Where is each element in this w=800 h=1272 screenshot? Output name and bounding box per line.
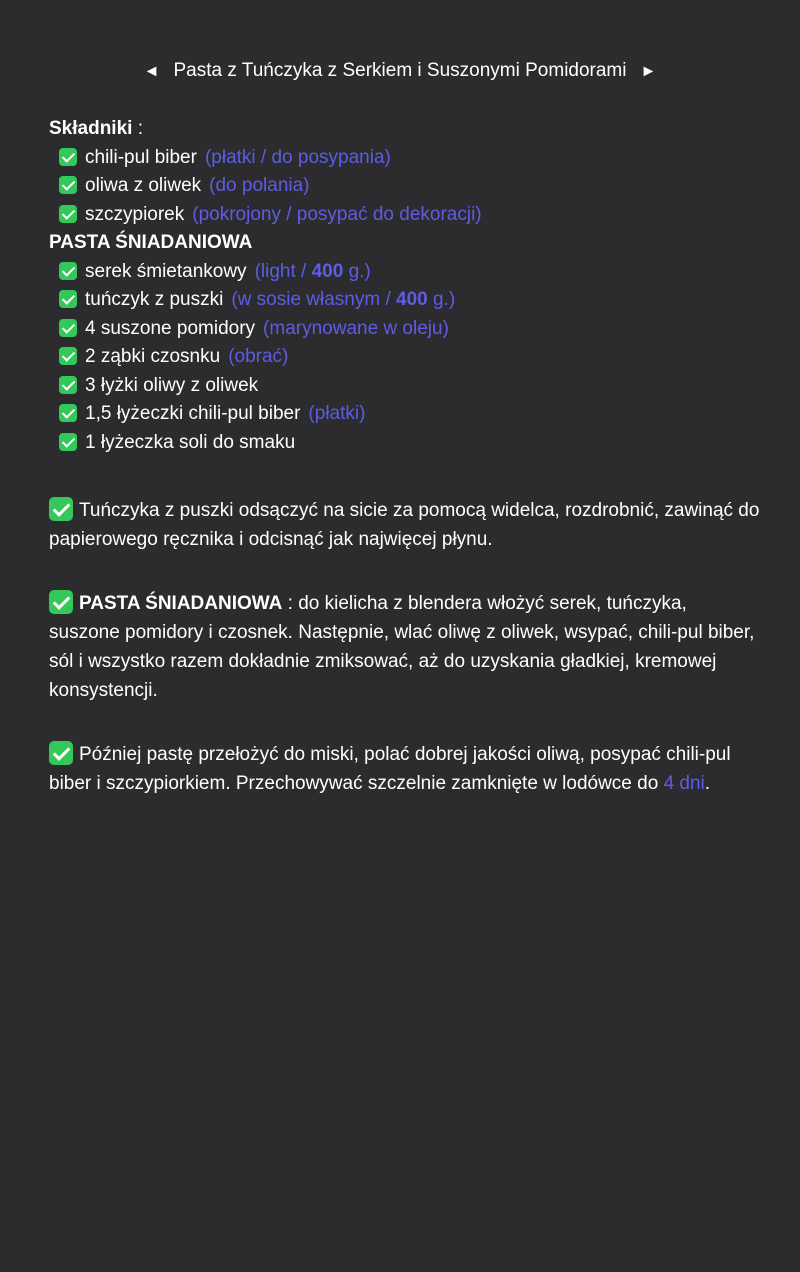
- check-mark-icon: [59, 290, 77, 308]
- step-2-heading: PASTA ŚNIADANIOWA: [79, 593, 283, 614]
- note-text: (light /: [254, 260, 312, 282]
- ingredient-name: 1 łyżeczka soli do smaku: [85, 431, 296, 453]
- prev-recipe-arrow-icon[interactable]: ◄: [143, 63, 160, 80]
- check-mark-icon: [59, 376, 77, 394]
- check-mark-icon: [59, 176, 77, 194]
- step-1: [49, 496, 761, 554]
- step-2-text: : do kielicha z blendera włożyć serek, tuńczyka, suszone pomidory i czosnek. Następnie, wlać oliwę z oliwek, wsypać, chili-pul biber, sól i wszystko razem dokładnie zmiksować, aż do uzyskania gładkiej, kremowej konsystencji.: [49, 593, 755, 701]
- step-3: [49, 740, 761, 798]
- check-mark-icon: [49, 590, 73, 614]
- ingredient-name: 1,5 łyżeczki chili-pul biber: [85, 403, 301, 424]
- step-3-end: .: [704, 773, 711, 794]
- ingredient-item: [49, 343, 761, 372]
- step-1-text: Tuńczyka z puszki odsączyć na sicie za pomocą widelca, rozdrobnić, zawinąć do papierowego ręcznika i odcisnąć jak najwięcej płynu.: [49, 500, 760, 550]
- ingredient-item: [49, 144, 761, 173]
- check-mark-icon: [59, 319, 77, 337]
- check-mark-icon: [59, 148, 77, 166]
- ingredient-name: szczypiorek: [85, 203, 185, 225]
- check-mark-icon: [59, 262, 77, 280]
- ingredient-item: [49, 201, 761, 230]
- ingredient-name: 3 łyżki oliwy z oliwek: [85, 374, 259, 396]
- step-2: [49, 589, 761, 705]
- recipe-content: [49, 115, 761, 798]
- ingredient-item: [49, 172, 761, 201]
- recipe-title-bar: [0, 58, 800, 85]
- ingredient-name: tuńczyk z puszki: [85, 289, 224, 310]
- ingredient-name: oliwa z oliwek: [85, 175, 202, 196]
- check-mark-icon: [59, 433, 77, 451]
- ingredient-note: [223, 289, 455, 310]
- ingredient-item: [49, 258, 761, 287]
- check-mark-icon: [59, 404, 77, 422]
- check-mark-icon: [49, 497, 73, 521]
- note-quantity: 400: [311, 260, 344, 282]
- ingredient-note: [247, 261, 371, 282]
- ingredient-note: (pokrojony / posypać do dekoracji): [192, 203, 482, 225]
- ingredient-item: [49, 400, 761, 429]
- pasta-heading: PASTA ŚNIADANIOWA: [49, 232, 253, 253]
- step-3-text: Później pastę przełożyć do miski, polać dobrej jakości oliwą, posypać chili-pul biber i szczypiorkiem. Przechowywać szczelnie zamknięte w lodówce do: [49, 744, 731, 794]
- check-mark-icon: [49, 741, 73, 765]
- storage-duration: 4 dni: [663, 773, 705, 794]
- ingredient-name: 4 suszone pomidory: [85, 317, 256, 339]
- ingredient-note: (płatki / do posypania): [204, 146, 391, 168]
- ingredient-item: [49, 429, 761, 458]
- ingredients-heading: [49, 115, 761, 144]
- heading-colon: :: [137, 118, 143, 139]
- ingredient-name: 2 ząbki czosnku: [85, 346, 221, 367]
- ingredient-name: chili-pul biber: [85, 146, 197, 168]
- ingredient-note: (do polania): [209, 175, 310, 196]
- check-mark-icon: [59, 347, 77, 365]
- note-text: (w sosie własnym /: [231, 289, 397, 310]
- next-recipe-arrow-icon[interactable]: ►: [640, 63, 657, 80]
- check-mark-icon: [59, 205, 77, 223]
- note-unit: g.): [427, 289, 456, 310]
- ingredient-name: serek śmietankowy: [85, 260, 247, 282]
- ingredient-item: [49, 372, 761, 401]
- ingredients-heading-label: Składniki: [49, 118, 133, 139]
- note-unit: g.): [343, 260, 371, 282]
- ingredient-item: [49, 315, 761, 344]
- ingredient-item: [49, 286, 761, 315]
- ingredient-note: (marynowane w oleju): [263, 317, 449, 339]
- ingredient-note: (płatki): [308, 403, 366, 424]
- note-quantity: 400: [396, 289, 428, 310]
- ingredient-note: (obrać): [228, 346, 289, 367]
- recipe-title: Pasta z Tuńczyka z Serkiem i Suszonymi Pomidorami: [173, 60, 627, 81]
